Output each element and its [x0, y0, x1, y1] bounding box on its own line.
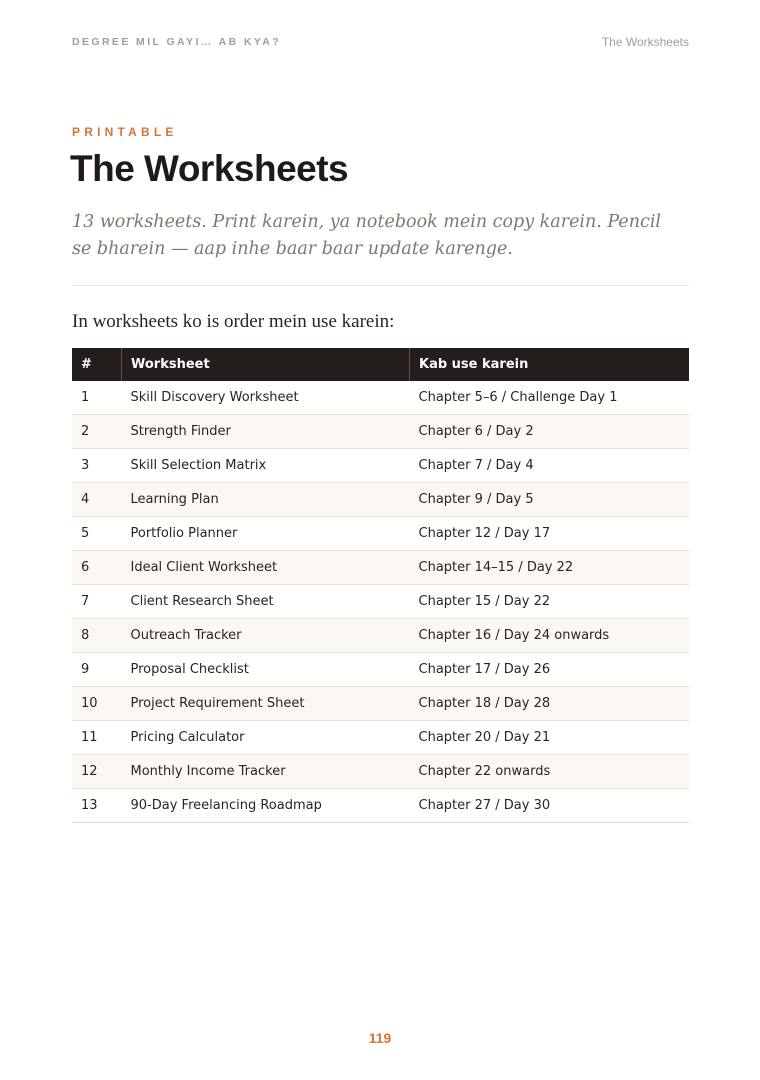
- usage-cell: Chapter 22 onwards: [410, 755, 690, 789]
- row-number-cell: 8: [72, 619, 122, 653]
- worksheet-name-cell: Strength Finder: [122, 415, 410, 449]
- worksheet-name-cell: Learning Plan: [122, 483, 410, 517]
- worksheet-name-cell: Portfolio Planner: [122, 517, 410, 551]
- page-number: 119: [368, 1030, 392, 1046]
- usage-cell: Chapter 16 / Day 24 onwards: [410, 619, 690, 653]
- table-row: [72, 415, 689, 449]
- table-row: [72, 687, 689, 721]
- row-number-cell: 4: [72, 483, 122, 517]
- row-number-cell: 3: [72, 449, 122, 483]
- worksheet-name-cell: Proposal Checklist: [122, 653, 410, 687]
- usage-cell: Chapter 14–15 / Day 22: [410, 551, 690, 585]
- book-title: DEGREE MIL GAYI… AB KYA?: [72, 36, 282, 48]
- table-row: [72, 585, 689, 619]
- row-number-cell: 6: [72, 551, 122, 585]
- section-name: The Worksheets: [601, 35, 689, 49]
- row-number-cell: 10: [72, 687, 122, 721]
- row-number-cell: 2: [72, 415, 122, 449]
- usage-cell: Chapter 15 / Day 22: [410, 585, 690, 619]
- table-row: [72, 653, 689, 687]
- row-number-cell: 11: [72, 721, 122, 755]
- row-number-cell: 7: [72, 585, 122, 619]
- worksheet-name-cell: Monthly Income Tracker: [122, 755, 410, 789]
- row-number-cell: 1: [72, 381, 122, 415]
- worksheet-name-cell: Client Research Sheet: [122, 585, 410, 619]
- table-header-row: [72, 348, 689, 381]
- table-row: [72, 551, 689, 585]
- worksheet-name-cell: Outreach Tracker: [122, 619, 410, 653]
- usage-cell: Chapter 7 / Day 4: [410, 449, 690, 483]
- row-number-cell: 13: [72, 789, 122, 823]
- row-number-cell: 12: [72, 755, 122, 789]
- page-title: The Worksheets: [70, 148, 349, 189]
- table-row: [72, 721, 689, 755]
- usage-cell: Chapter 17 / Day 26: [410, 653, 690, 687]
- divider: [72, 285, 689, 286]
- usage-cell: Chapter 5–6 / Challenge Day 1: [410, 381, 690, 415]
- intro-text: 13 worksheets. Print karein, ya notebook mein copy karein. Pencil se bharein — aap inhe baar baar update karenge.: [72, 212, 662, 259]
- usage-cell: Chapter 27 / Day 30: [410, 789, 690, 823]
- eyebrow-label: PRINTABLE: [72, 125, 178, 139]
- column-header-number: #: [72, 348, 122, 381]
- usage-cell: Chapter 20 / Day 21: [410, 721, 690, 755]
- table-row: [72, 517, 689, 551]
- row-number-cell: 5: [72, 517, 122, 551]
- worksheet-name-cell: Project Requirement Sheet: [122, 687, 410, 721]
- table-row: [72, 619, 689, 653]
- usage-cell: Chapter 18 / Day 28: [410, 687, 690, 721]
- worksheet-name-cell: 90-Day Freelancing Roadmap: [122, 789, 410, 823]
- table-row: [72, 381, 689, 415]
- worksheet-name-cell: Pricing Calculator: [122, 721, 410, 755]
- usage-cell: Chapter 9 / Day 5: [410, 483, 690, 517]
- column-header-usage: Kab use karein: [419, 357, 529, 372]
- table-row: [72, 755, 689, 789]
- running-header: [72, 34, 689, 50]
- table-row: [72, 789, 689, 823]
- worksheet-name-cell: Ideal Client Worksheet: [122, 551, 410, 585]
- usage-cell: Chapter 6 / Day 2: [410, 415, 690, 449]
- worksheet-name-cell: Skill Discovery Worksheet: [122, 381, 410, 415]
- worksheet-name-cell: Skill Selection Matrix: [122, 449, 410, 483]
- usage-cell: Chapter 12 / Day 17: [410, 517, 690, 551]
- table-body: [72, 381, 689, 823]
- table-row: [72, 483, 689, 517]
- column-header-worksheet: Worksheet: [122, 348, 410, 381]
- table-row: [72, 449, 689, 483]
- row-number-cell: 9: [72, 653, 122, 687]
- worksheets-table: [72, 348, 689, 823]
- lead-in-text: In worksheets ko is order mein use karein:: [72, 311, 395, 332]
